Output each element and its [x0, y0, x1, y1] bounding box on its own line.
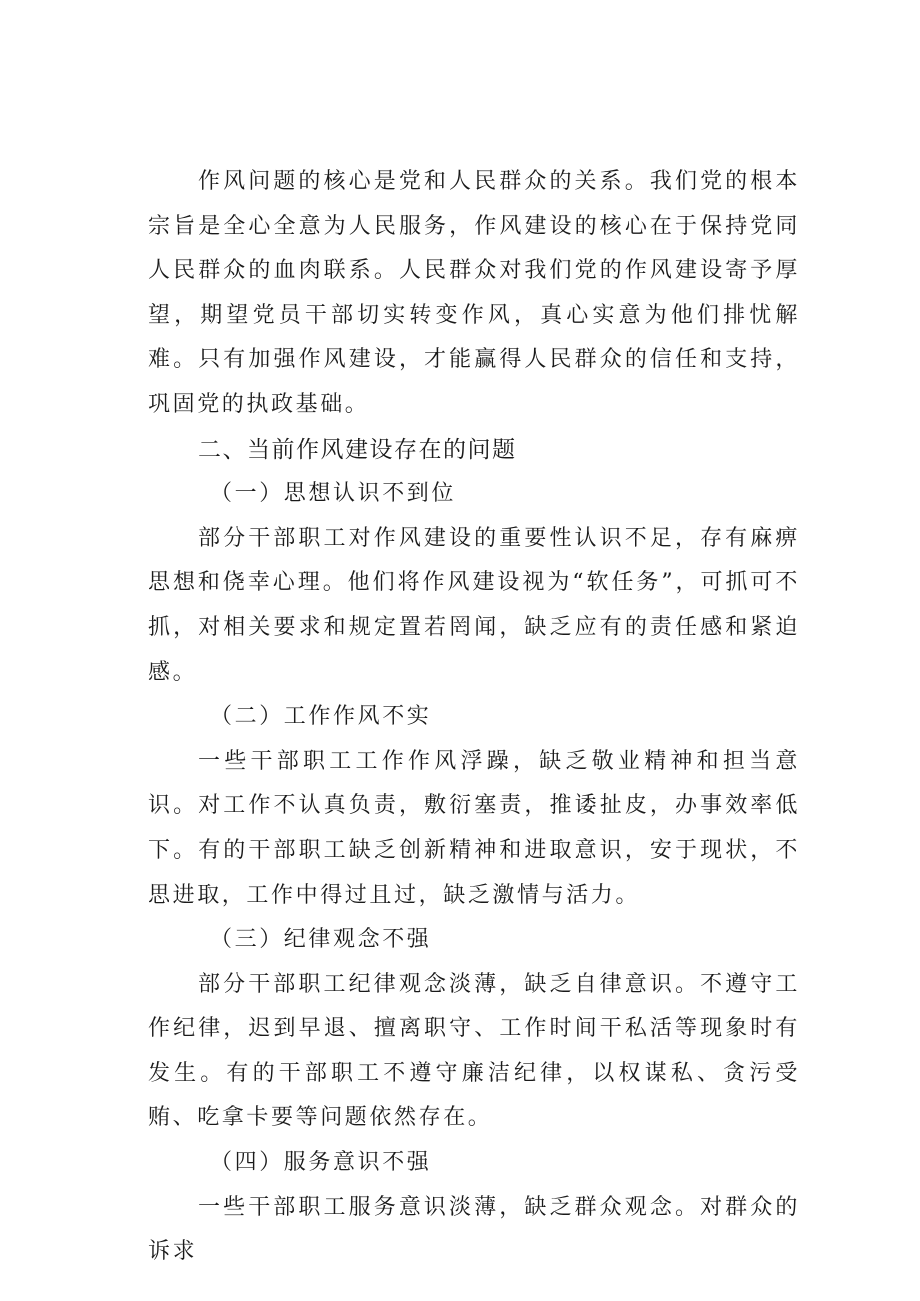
subsection-paragraph: 一些干部职工工作作风浮躁，缺乏敬业精神和担当意识。对工作不认真负责，敷衍塞责，推诿扯皮，办事效率低下。有的干部职工缺乏创新精神和进取意识，安于现状，不思进取，工作中得过且过，缺乏激情与活力。	[148, 748, 800, 908]
section-heading: 二、当前作风建设存在的问题	[198, 436, 517, 463]
subsection-heading: （三）纪律观念不强	[210, 927, 432, 953]
subsection-paragraph: 一些干部职工服务意识淡薄，缺乏群众观念。对群众的诉求	[148, 1194, 800, 1265]
subsection-paragraph: 部分干部职工对作风建设的重要性认识不足，存有麻痹思想和侥幸心理。他们将作风建设视为“软任务”，可抓可不抓，对相关要求和规定置若罔闻，缺乏应有的责任感和紧迫感。	[148, 525, 800, 685]
subsection-heading: （四）服务意识不强	[210, 1150, 432, 1176]
subsection-heading: （一）思想认识不到位	[210, 481, 457, 507]
intro-paragraph: 作风问题的核心是党和人民群众的关系。我们党的根本宗旨是全心全意为人民服务，作风建设的核心在于保持党同人民群众的血肉联系。人民群众对我们党的作风建设寄予厚望，期望党员干部切实转变作风，真心实意为他们排忧解难。只有加强作风建设，才能赢得人民群众的信任和支持，巩固党的执政基础。	[148, 169, 800, 417]
document-body	[148, 160, 800, 1275]
subsection-paragraph: 部分干部职工纪律观念淡薄，缺乏自律意识。不遵守工作纪律，迟到早退、擅离职守、工作时间干私活等现象时有发生。有的干部职工不遵守廉洁纪律，以权谋私、贪污受贿、吃拿卡要等问题依然存在。	[148, 971, 800, 1131]
subsection-heading: （二）工作作风不实	[210, 704, 432, 730]
